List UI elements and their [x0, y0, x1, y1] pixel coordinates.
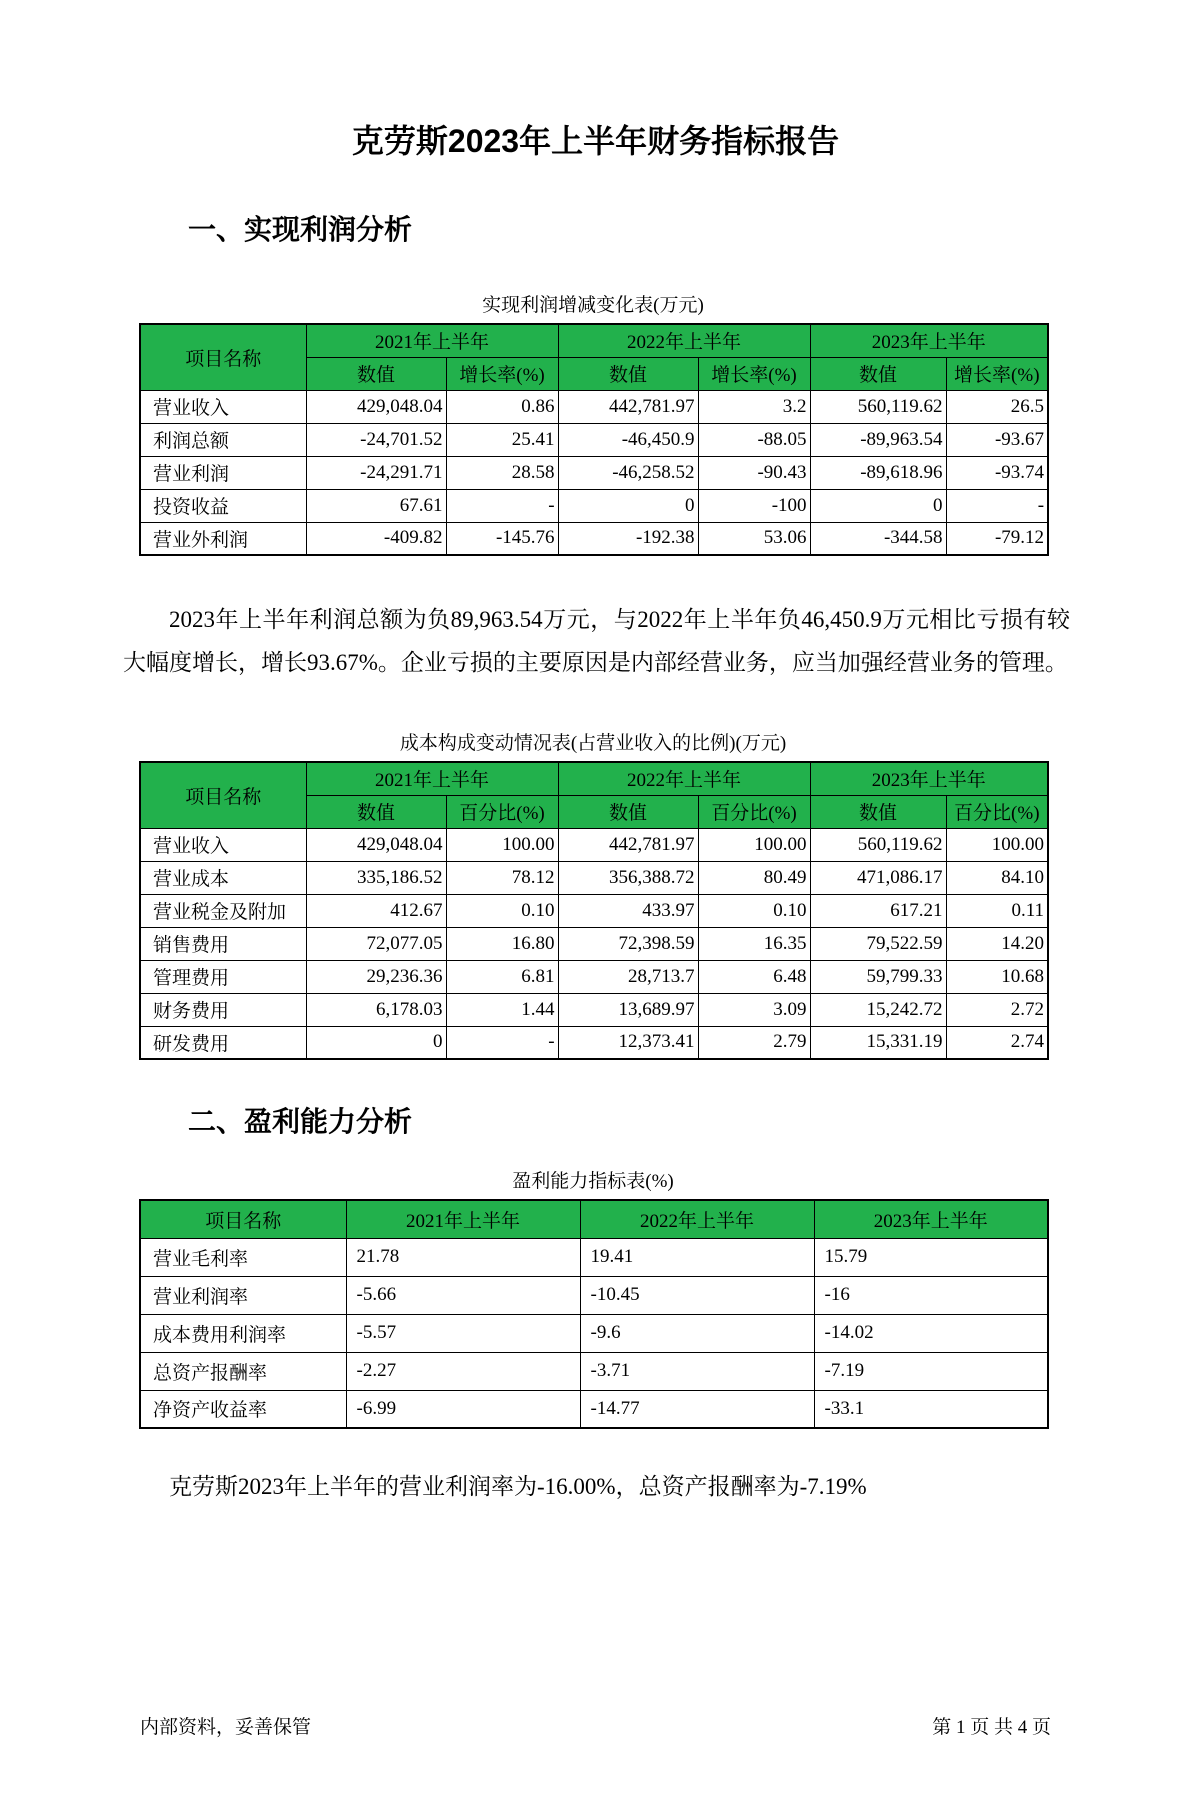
table-row [140, 1390, 1048, 1428]
value-cell: -93.74 [946, 456, 1048, 489]
value-cell: 6.81 [446, 960, 558, 993]
analysis-paragraph-1: 2023年上半年利润总额为负89,963.54万元，与2022年上半年负46,450.9万元相比亏损有较大幅度增长，增长93.67%。企业亏损的主要原因是内部经营业务，应当加强经营业务的管理。 [123, 607, 1070, 675]
analysis-paragraph-2: 克劳斯2023年上半年的营业利润率为-16.00%，总资产报酬率为-7.19% [169, 1474, 867, 1499]
footer-page-number: 第 1 页 共 4 页 [932, 1717, 1051, 1738]
row-label: 销售费用 [140, 927, 306, 960]
value-cell: 3.2 [698, 390, 810, 423]
subheader: 增长率(%) [698, 357, 810, 390]
year-header: 2023年上半年 [810, 762, 1048, 795]
value-cell: -10.45 [580, 1276, 814, 1314]
cost-structure-table-caption: 成本构成变动情况表(占营业收入的比例)(万元) [399, 733, 787, 754]
value-cell: 335,186.52 [306, 861, 446, 894]
year-header: 2021年上半年 [306, 762, 558, 795]
value-cell: 13,689.97 [558, 993, 698, 1026]
value-cell: -6.99 [346, 1390, 580, 1428]
table-row [140, 828, 1048, 861]
table-row [140, 960, 1048, 993]
value-cell: -409.82 [306, 522, 446, 555]
row-label: 研发费用 [140, 1026, 306, 1059]
value-cell: 0 [810, 489, 946, 522]
value-cell: 356,388.72 [558, 861, 698, 894]
value-cell: 560,119.62 [810, 828, 946, 861]
value-cell: 72,077.05 [306, 927, 446, 960]
value-cell: -14.02 [814, 1314, 1048, 1352]
footer-confidential-note: 内部资料，妥善保管 [140, 1717, 312, 1738]
row-label: 总资产报酬率 [140, 1352, 346, 1390]
value-cell: -5.57 [346, 1314, 580, 1352]
value-cell: 433.97 [558, 894, 698, 927]
year-header: 2022年上半年 [558, 762, 810, 795]
value-cell: - [446, 489, 558, 522]
value-cell: 12,373.41 [558, 1026, 698, 1059]
profitability-table [139, 1199, 1049, 1429]
value-cell: -46,258.52 [558, 456, 698, 489]
row-label: 营业利润 [140, 456, 306, 489]
value-cell: 429,048.04 [306, 390, 446, 423]
table-row [140, 1352, 1048, 1390]
value-cell: 67.61 [306, 489, 446, 522]
row-label: 营业利润率 [140, 1276, 346, 1314]
value-cell: 21.78 [346, 1238, 580, 1276]
table-row [140, 993, 1048, 1026]
value-cell: 617.21 [810, 894, 946, 927]
subheader: 数值 [810, 795, 946, 828]
value-cell: 429,048.04 [306, 828, 446, 861]
value-cell: -2.27 [346, 1352, 580, 1390]
row-label: 净资产收益率 [140, 1390, 346, 1428]
value-cell: 471,086.17 [810, 861, 946, 894]
row-label: 营业税金及附加 [140, 894, 306, 927]
value-cell: - [946, 489, 1048, 522]
subheader: 数值 [558, 795, 698, 828]
value-cell: 0.11 [946, 894, 1048, 927]
value-cell: 14.20 [946, 927, 1048, 960]
table-row [140, 1238, 1048, 1276]
value-cell: 84.10 [946, 861, 1048, 894]
value-cell: 100.00 [698, 828, 810, 861]
subheader: 增长率(%) [446, 357, 558, 390]
value-cell: -46,450.9 [558, 423, 698, 456]
value-cell: 28,713.7 [558, 960, 698, 993]
value-cell: 6,178.03 [306, 993, 446, 1026]
value-cell: 3.09 [698, 993, 810, 1026]
value-cell: 0.86 [446, 390, 558, 423]
value-cell: 442,781.97 [558, 828, 698, 861]
value-cell: -88.05 [698, 423, 810, 456]
value-cell: -24,291.71 [306, 456, 446, 489]
value-cell: 2.74 [946, 1026, 1048, 1059]
table-row [140, 861, 1048, 894]
value-cell: -7.19 [814, 1352, 1048, 1390]
value-cell: -344.58 [810, 522, 946, 555]
table-row [140, 522, 1048, 555]
table-row [140, 894, 1048, 927]
value-cell: 80.49 [698, 861, 810, 894]
value-cell: 1.44 [446, 993, 558, 1026]
value-cell: 0.10 [698, 894, 810, 927]
subheader: 百分比(%) [446, 795, 558, 828]
row-label: 营业外利润 [140, 522, 306, 555]
value-cell: 78.12 [446, 861, 558, 894]
value-cell: 15.79 [814, 1238, 1048, 1276]
value-cell: -89,963.54 [810, 423, 946, 456]
column-header: 项目名称 [140, 324, 306, 390]
year-header: 2022年上半年 [558, 324, 810, 357]
table-row [140, 1276, 1048, 1314]
value-cell: - [446, 1026, 558, 1059]
row-label: 利润总额 [140, 423, 306, 456]
subheader: 数值 [306, 357, 446, 390]
table-row [140, 456, 1048, 489]
row-label: 管理费用 [140, 960, 306, 993]
value-cell: 19.41 [580, 1238, 814, 1276]
year-header: 2023年上半年 [810, 324, 1048, 357]
value-cell: 79,522.59 [810, 927, 946, 960]
value-cell: 100.00 [946, 828, 1048, 861]
table-header-row [140, 1200, 1048, 1238]
value-cell: 72,398.59 [558, 927, 698, 960]
page-title: 克劳斯2023年上半年财务指标报告 [351, 123, 840, 159]
year-header: 2022年上半年 [580, 1200, 814, 1238]
value-cell: -5.66 [346, 1276, 580, 1314]
profit-change-table-caption: 实现利润增减变化表(万元) [482, 295, 704, 316]
value-cell: 2.79 [698, 1026, 810, 1059]
value-cell: -16 [814, 1276, 1048, 1314]
row-label: 财务费用 [140, 993, 306, 1026]
table-row [140, 1026, 1048, 1059]
table-row [140, 489, 1048, 522]
value-cell: 0 [558, 489, 698, 522]
cost-structure-table [139, 761, 1049, 1060]
column-header: 项目名称 [140, 762, 306, 828]
table-row [140, 423, 1048, 456]
subheader: 数值 [810, 357, 946, 390]
value-cell: -89,618.96 [810, 456, 946, 489]
subheader: 百分比(%) [946, 795, 1048, 828]
section-2-heading: 二、盈利能力分析 [188, 1106, 413, 1137]
row-label: 营业成本 [140, 861, 306, 894]
section-1-heading: 一、实现利润分析 [188, 214, 413, 245]
value-cell: -100 [698, 489, 810, 522]
value-cell: -24,701.52 [306, 423, 446, 456]
table-header-row [140, 324, 1048, 357]
value-cell: 412.67 [306, 894, 446, 927]
row-label: 成本费用利润率 [140, 1314, 346, 1352]
value-cell: 560,119.62 [810, 390, 946, 423]
value-cell: -9.6 [580, 1314, 814, 1352]
table-header-row [140, 762, 1048, 795]
value-cell: 28.58 [446, 456, 558, 489]
value-cell: 29,236.36 [306, 960, 446, 993]
document-page [0, 122, 1191, 1738]
value-cell: 442,781.97 [558, 390, 698, 423]
subheader: 百分比(%) [698, 795, 810, 828]
year-header: 2021年上半年 [306, 324, 558, 357]
page-footer [140, 1712, 1051, 1739]
row-label: 投资收益 [140, 489, 306, 522]
value-cell: -192.38 [558, 522, 698, 555]
value-cell: 16.35 [698, 927, 810, 960]
profitability-table-caption: 盈利能力指标表(%) [512, 1171, 674, 1192]
row-label: 营业收入 [140, 390, 306, 423]
table-row [140, 1314, 1048, 1352]
value-cell: 15,242.72 [810, 993, 946, 1026]
table-row [140, 927, 1048, 960]
row-label: 营业毛利率 [140, 1238, 346, 1276]
value-cell: 0.10 [446, 894, 558, 927]
value-cell: 15,331.19 [810, 1026, 946, 1059]
value-cell: 16.80 [446, 927, 558, 960]
year-header: 2023年上半年 [814, 1200, 1048, 1238]
value-cell: 2.72 [946, 993, 1048, 1026]
profit-change-table [139, 323, 1049, 556]
row-label: 营业收入 [140, 828, 306, 861]
table-row [140, 390, 1048, 423]
subheader: 数值 [558, 357, 698, 390]
value-cell: 26.5 [946, 390, 1048, 423]
value-cell: 0 [306, 1026, 446, 1059]
value-cell: -90.43 [698, 456, 810, 489]
value-cell: 59,799.33 [810, 960, 946, 993]
value-cell: 53.06 [698, 522, 810, 555]
year-header: 2021年上半年 [346, 1200, 580, 1238]
value-cell: -14.77 [580, 1390, 814, 1428]
value-cell: 100.00 [446, 828, 558, 861]
value-cell: -3.71 [580, 1352, 814, 1390]
value-cell: 10.68 [946, 960, 1048, 993]
value-cell: -79.12 [946, 522, 1048, 555]
value-cell: 25.41 [446, 423, 558, 456]
value-cell: -33.1 [814, 1390, 1048, 1428]
subheader: 数值 [306, 795, 446, 828]
column-header: 项目名称 [140, 1200, 346, 1238]
value-cell: -93.67 [946, 423, 1048, 456]
value-cell: -145.76 [446, 522, 558, 555]
subheader: 增长率(%) [946, 357, 1048, 390]
value-cell: 6.48 [698, 960, 810, 993]
